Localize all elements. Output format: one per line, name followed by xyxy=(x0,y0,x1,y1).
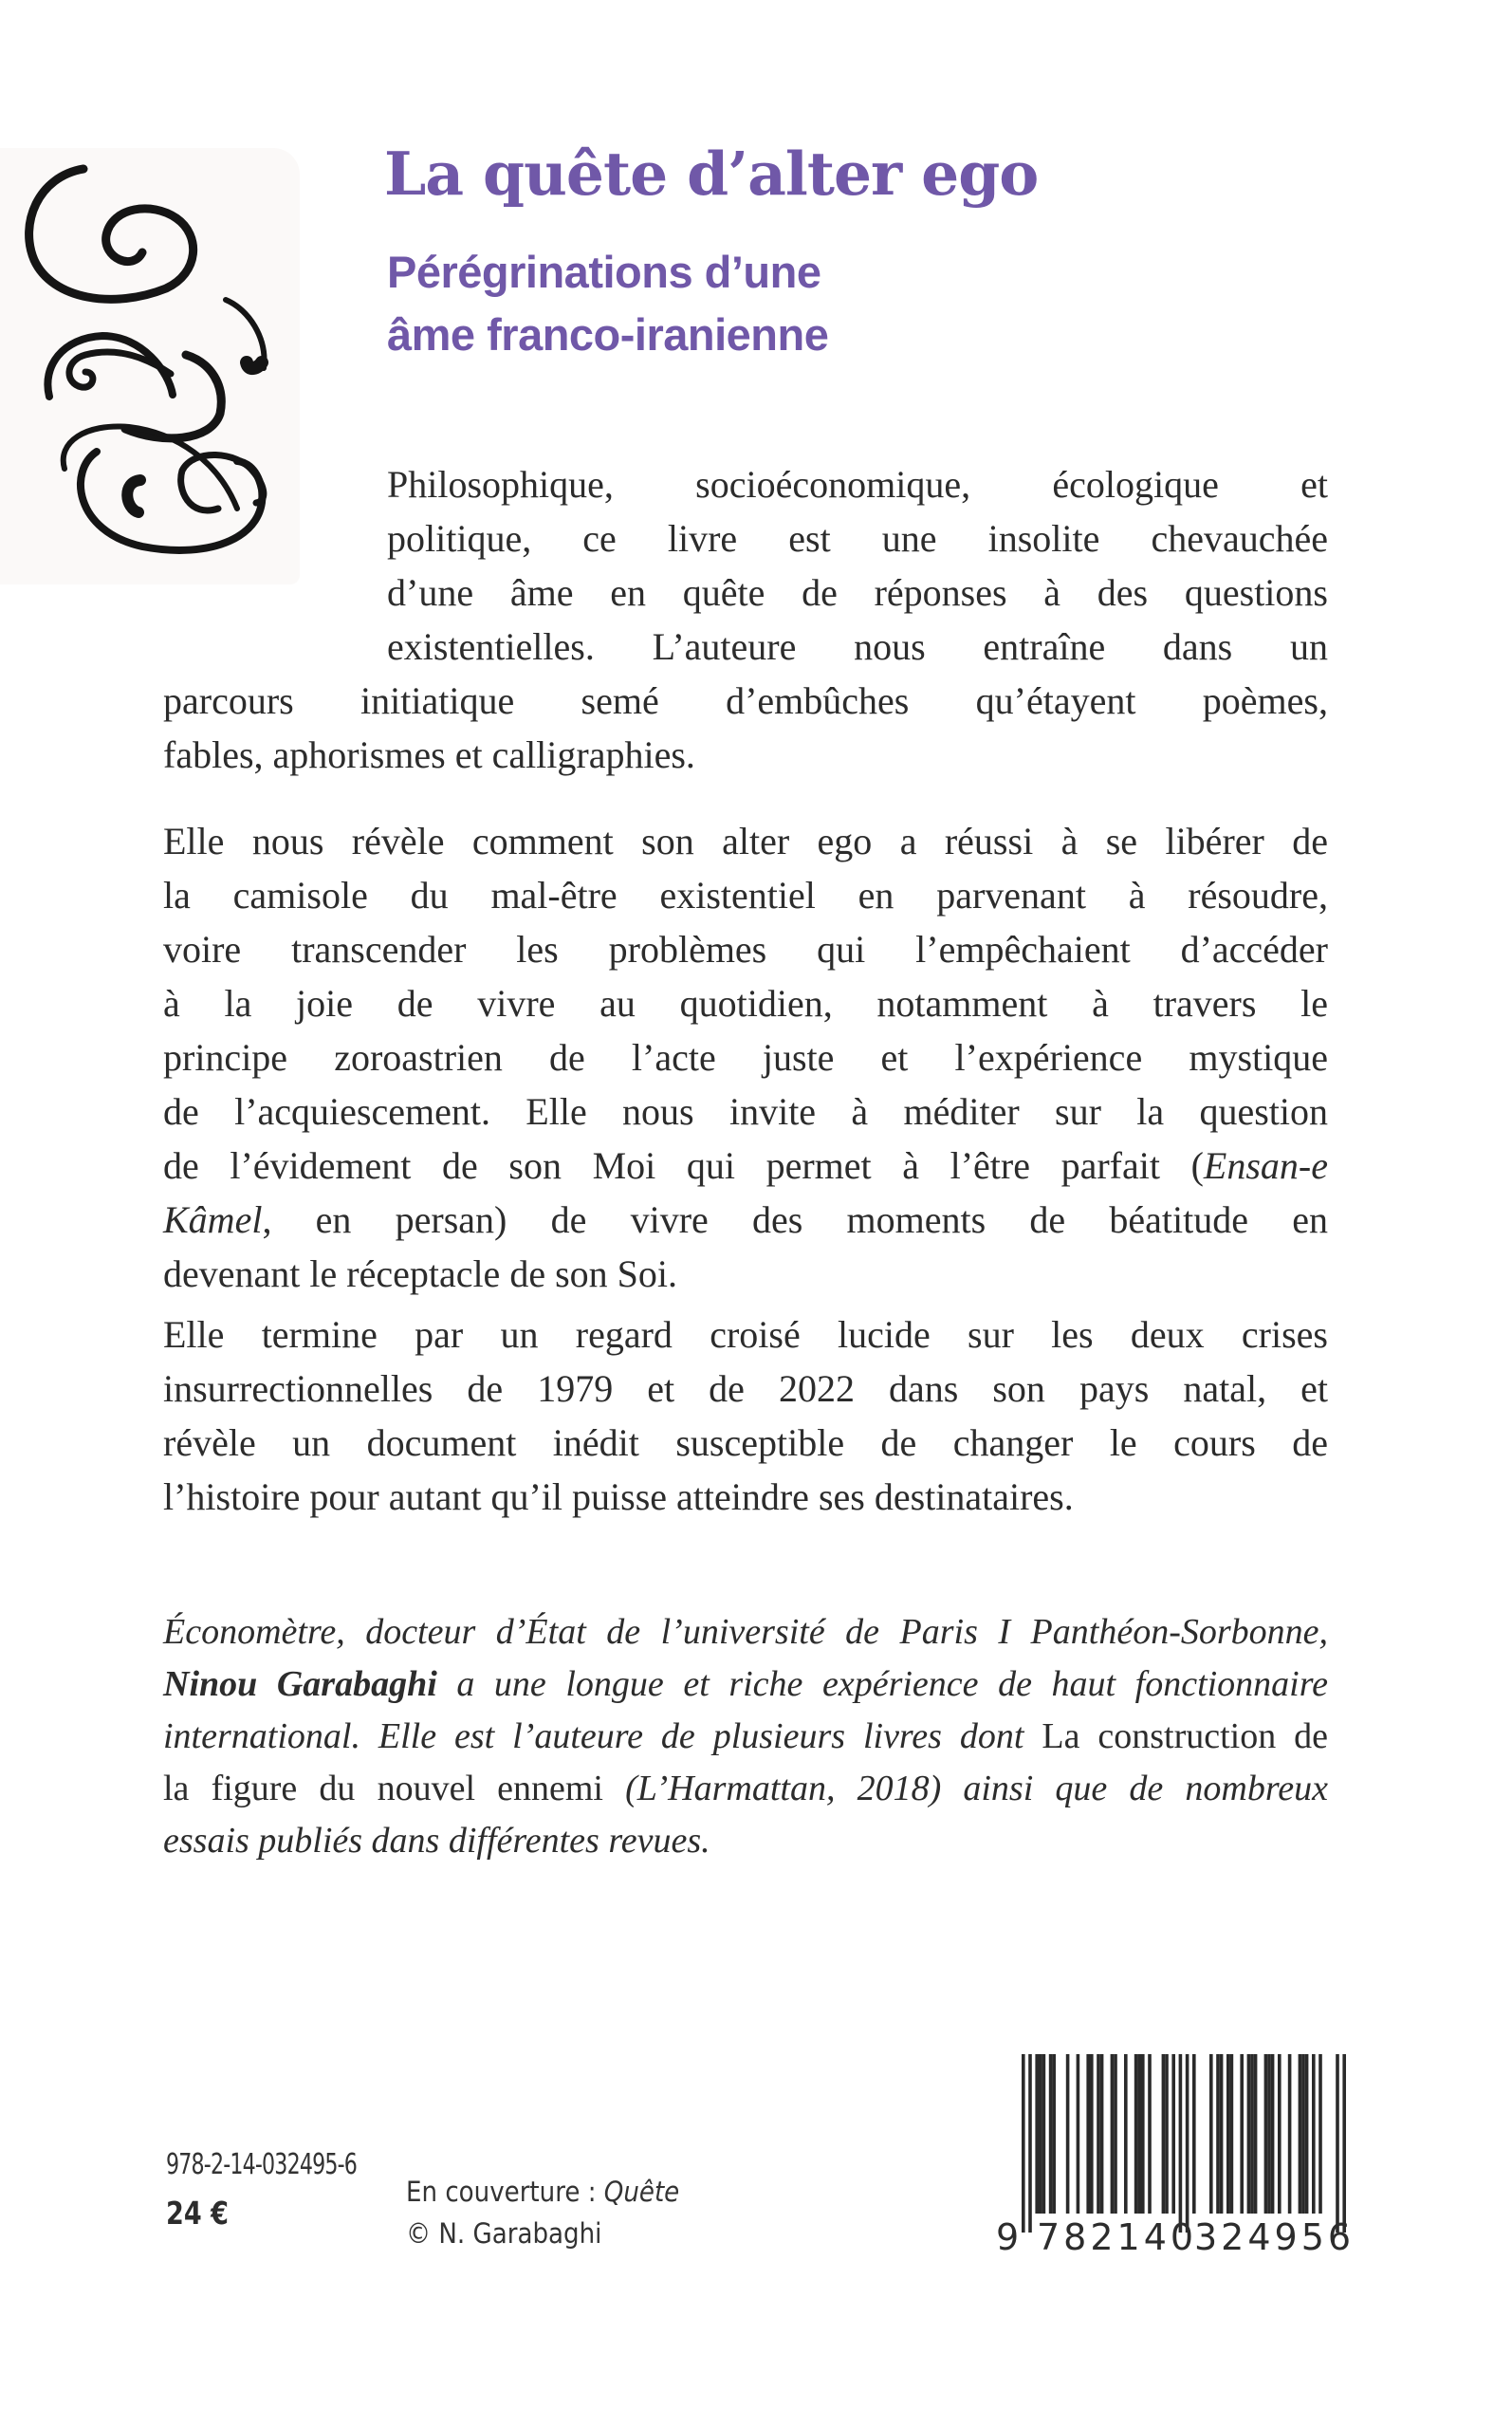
blurb-line: révèle un document inédit susceptible de changer le cours de xyxy=(163,1421,1328,1464)
barcode-bar xyxy=(1288,2054,1292,2214)
blurb-paragraph-2 xyxy=(163,814,1328,1301)
bio-line xyxy=(163,1711,1328,1763)
barcode-bar xyxy=(1278,2054,1282,2214)
barcode-bar xyxy=(1312,2054,1316,2214)
barcode-bar xyxy=(1134,2054,1138,2214)
persian-term: Kâmel xyxy=(163,1198,263,1241)
barcode-bar xyxy=(1086,2054,1090,2214)
bio-text: a une longue et riche expérience de haut fonctionnaire xyxy=(436,1664,1328,1704)
barcode-bar xyxy=(1137,2054,1141,2214)
blurb-line: insurrectionnelles de 1979 et de 2022 dans son pays natal, et xyxy=(163,1367,1328,1410)
barcode-bar xyxy=(1264,2054,1268,2214)
blurb-text: de l’évidement de son Moi qui permet à l’être parfait ( xyxy=(163,1144,1204,1187)
persian-term: Ensan-e xyxy=(1203,1144,1328,1187)
barcode-right-digits: 324956 xyxy=(1194,2216,1355,2258)
barcode-guard-bar xyxy=(1336,2054,1339,2233)
barcode-bar xyxy=(1042,2054,1046,2214)
barcode-bar xyxy=(1192,2054,1196,2214)
barcode-bar xyxy=(1267,2054,1271,2214)
barcode-bar xyxy=(1305,2054,1309,2214)
barcode-bar xyxy=(1090,2054,1094,2214)
book-subtitle xyxy=(387,241,828,366)
barcode-bar xyxy=(1100,2054,1104,2214)
blurb-line: la camisole du mal-être existentiel en parvenant à résoudre, xyxy=(163,874,1328,917)
ean-barcode xyxy=(1018,2049,1350,2239)
blurb-paragraph-3 xyxy=(163,1307,1328,1524)
barcode-bar xyxy=(1216,2054,1220,2214)
blurb-line: à la joie de vivre au quotidien, notamment à travers le xyxy=(163,982,1328,1025)
blurb-line: l’histoire pour autant qu’il puisse atteindre ses destinataires. xyxy=(163,1475,1074,1518)
barcode-bar xyxy=(1114,2054,1117,2214)
bio-line xyxy=(163,1659,1328,1711)
barcode-guard-bar xyxy=(1179,2054,1183,2233)
book-reference-title: La construction de xyxy=(1042,1716,1329,1756)
bio-text: (L’Harmattan, 2018) ainsi que de nombreux xyxy=(602,1769,1328,1808)
barcode-bar xyxy=(1077,2054,1080,2214)
barcode-bar xyxy=(1148,2054,1152,2214)
bio-line xyxy=(163,1763,1328,1815)
barcode-bar xyxy=(1052,2054,1056,2214)
barcode-first-digit: 9 xyxy=(996,2216,1023,2258)
blurb-line: de l’acquiescement. Elle nous invite à méditer sur la question xyxy=(163,1090,1328,1133)
blurb-line xyxy=(163,1193,1328,1247)
blurb-line: d’une âme en quête de réponses à des questions xyxy=(387,571,1328,614)
bio-text: international. Elle est l’auteure de plusieurs livres dont xyxy=(163,1716,1042,1756)
bio-line: Économètre, docteur d’État de l’université de Paris I Panthéon-Sorbonne, xyxy=(163,1612,1328,1652)
book-reference-title: la figure du nouvel ennemi xyxy=(163,1769,603,1808)
barcode-bar xyxy=(1141,2054,1145,2214)
credit-copyright: © N. Garabaghi xyxy=(406,2217,602,2250)
blurb-paragraph-1 xyxy=(163,457,1328,782)
barcode-bar xyxy=(1318,2054,1322,2214)
barcode-bar xyxy=(1301,2054,1305,2214)
blurb-text: , en persan) de vivre des moments de béatitude en xyxy=(262,1198,1328,1241)
subtitle-line-1: Pérégrinations d’une xyxy=(387,247,821,297)
barcode-bar xyxy=(1171,2054,1175,2214)
blurb-line: Philosophique, socioéconomique, écologique et xyxy=(387,463,1328,506)
barcode-bar xyxy=(1066,2054,1070,2214)
credit-line-1 xyxy=(406,2171,679,2213)
barcode-guard-bar xyxy=(1028,2054,1032,2233)
bio-line: essais publiés dans différentes revues. xyxy=(163,1821,710,1861)
blurb-line: politique, ce livre est une insolite chevauchée xyxy=(387,517,1328,560)
barcode-bar xyxy=(1254,2054,1258,2214)
blurb-line: devenant le réceptacle de son Soi. xyxy=(163,1252,677,1295)
blurb-line: voire transcender les problèmes qui l’empêchaient d’accéder xyxy=(163,928,1328,971)
barcode-bar xyxy=(1230,2054,1234,2214)
barcode-bar xyxy=(1162,2054,1166,2214)
blurb-line: fables, aphorismes et calligraphies. xyxy=(163,733,695,776)
barcode-bar xyxy=(1220,2054,1224,2214)
isbn-number: 978-2-14-032495-6 xyxy=(166,2148,358,2181)
barcode-bar xyxy=(1226,2054,1230,2214)
barcode-bar xyxy=(1271,2054,1275,2214)
blurb-line xyxy=(163,1139,1328,1193)
barcode-bars xyxy=(1018,2049,1350,2239)
barcode-bar xyxy=(1049,2054,1053,2214)
blurb-line: Elle nous révèle comment son alter ego a réussi à se libérer de xyxy=(163,820,1328,862)
barcode-bar xyxy=(1247,2054,1251,2214)
barcode-bar xyxy=(1124,2054,1128,2214)
cover-credit xyxy=(406,2171,679,2254)
credit-work-title: Quête xyxy=(603,2176,680,2208)
subtitle-line-2: âme franco-iranienne xyxy=(387,309,829,360)
blurb-line: existentielles. L’auteure nous entraîne dans un xyxy=(387,625,1328,668)
book-title: La quête d’alter ego xyxy=(384,139,1039,209)
barcode-bar xyxy=(1165,2054,1169,2214)
blurb-line: Elle termine par un regard croisé lucide sur les deux crises xyxy=(163,1313,1328,1356)
barcode-bar xyxy=(1250,2054,1254,2214)
barcode-bar xyxy=(1097,2054,1100,2214)
credit-label: En couverture : xyxy=(406,2176,604,2208)
author-bio xyxy=(163,1606,1328,1867)
barcode-guard-bar xyxy=(1022,2054,1025,2233)
barcode-guard-bar xyxy=(1342,2054,1346,2233)
blurb-line: parcours initiatique semé d’embûches qu’étayent poèmes, xyxy=(163,679,1328,722)
barcode-bar xyxy=(1035,2054,1039,2214)
barcode-guard-bar xyxy=(1186,2054,1189,2233)
barcode-bar xyxy=(1209,2054,1213,2214)
barcode-bar xyxy=(1111,2054,1115,2214)
barcode-left-digits: 782140 xyxy=(1037,2216,1198,2258)
author-name: Ninou Garabaghi xyxy=(163,1664,437,1704)
barcode-bar xyxy=(1299,2054,1302,2214)
barcode-bar xyxy=(1039,2054,1042,2214)
barcode-bar xyxy=(1240,2054,1244,2214)
blurb-line: principe zoroastrien de l’acte juste et l’expérience mystique xyxy=(163,1036,1328,1079)
price: 24 € xyxy=(166,2195,229,2232)
